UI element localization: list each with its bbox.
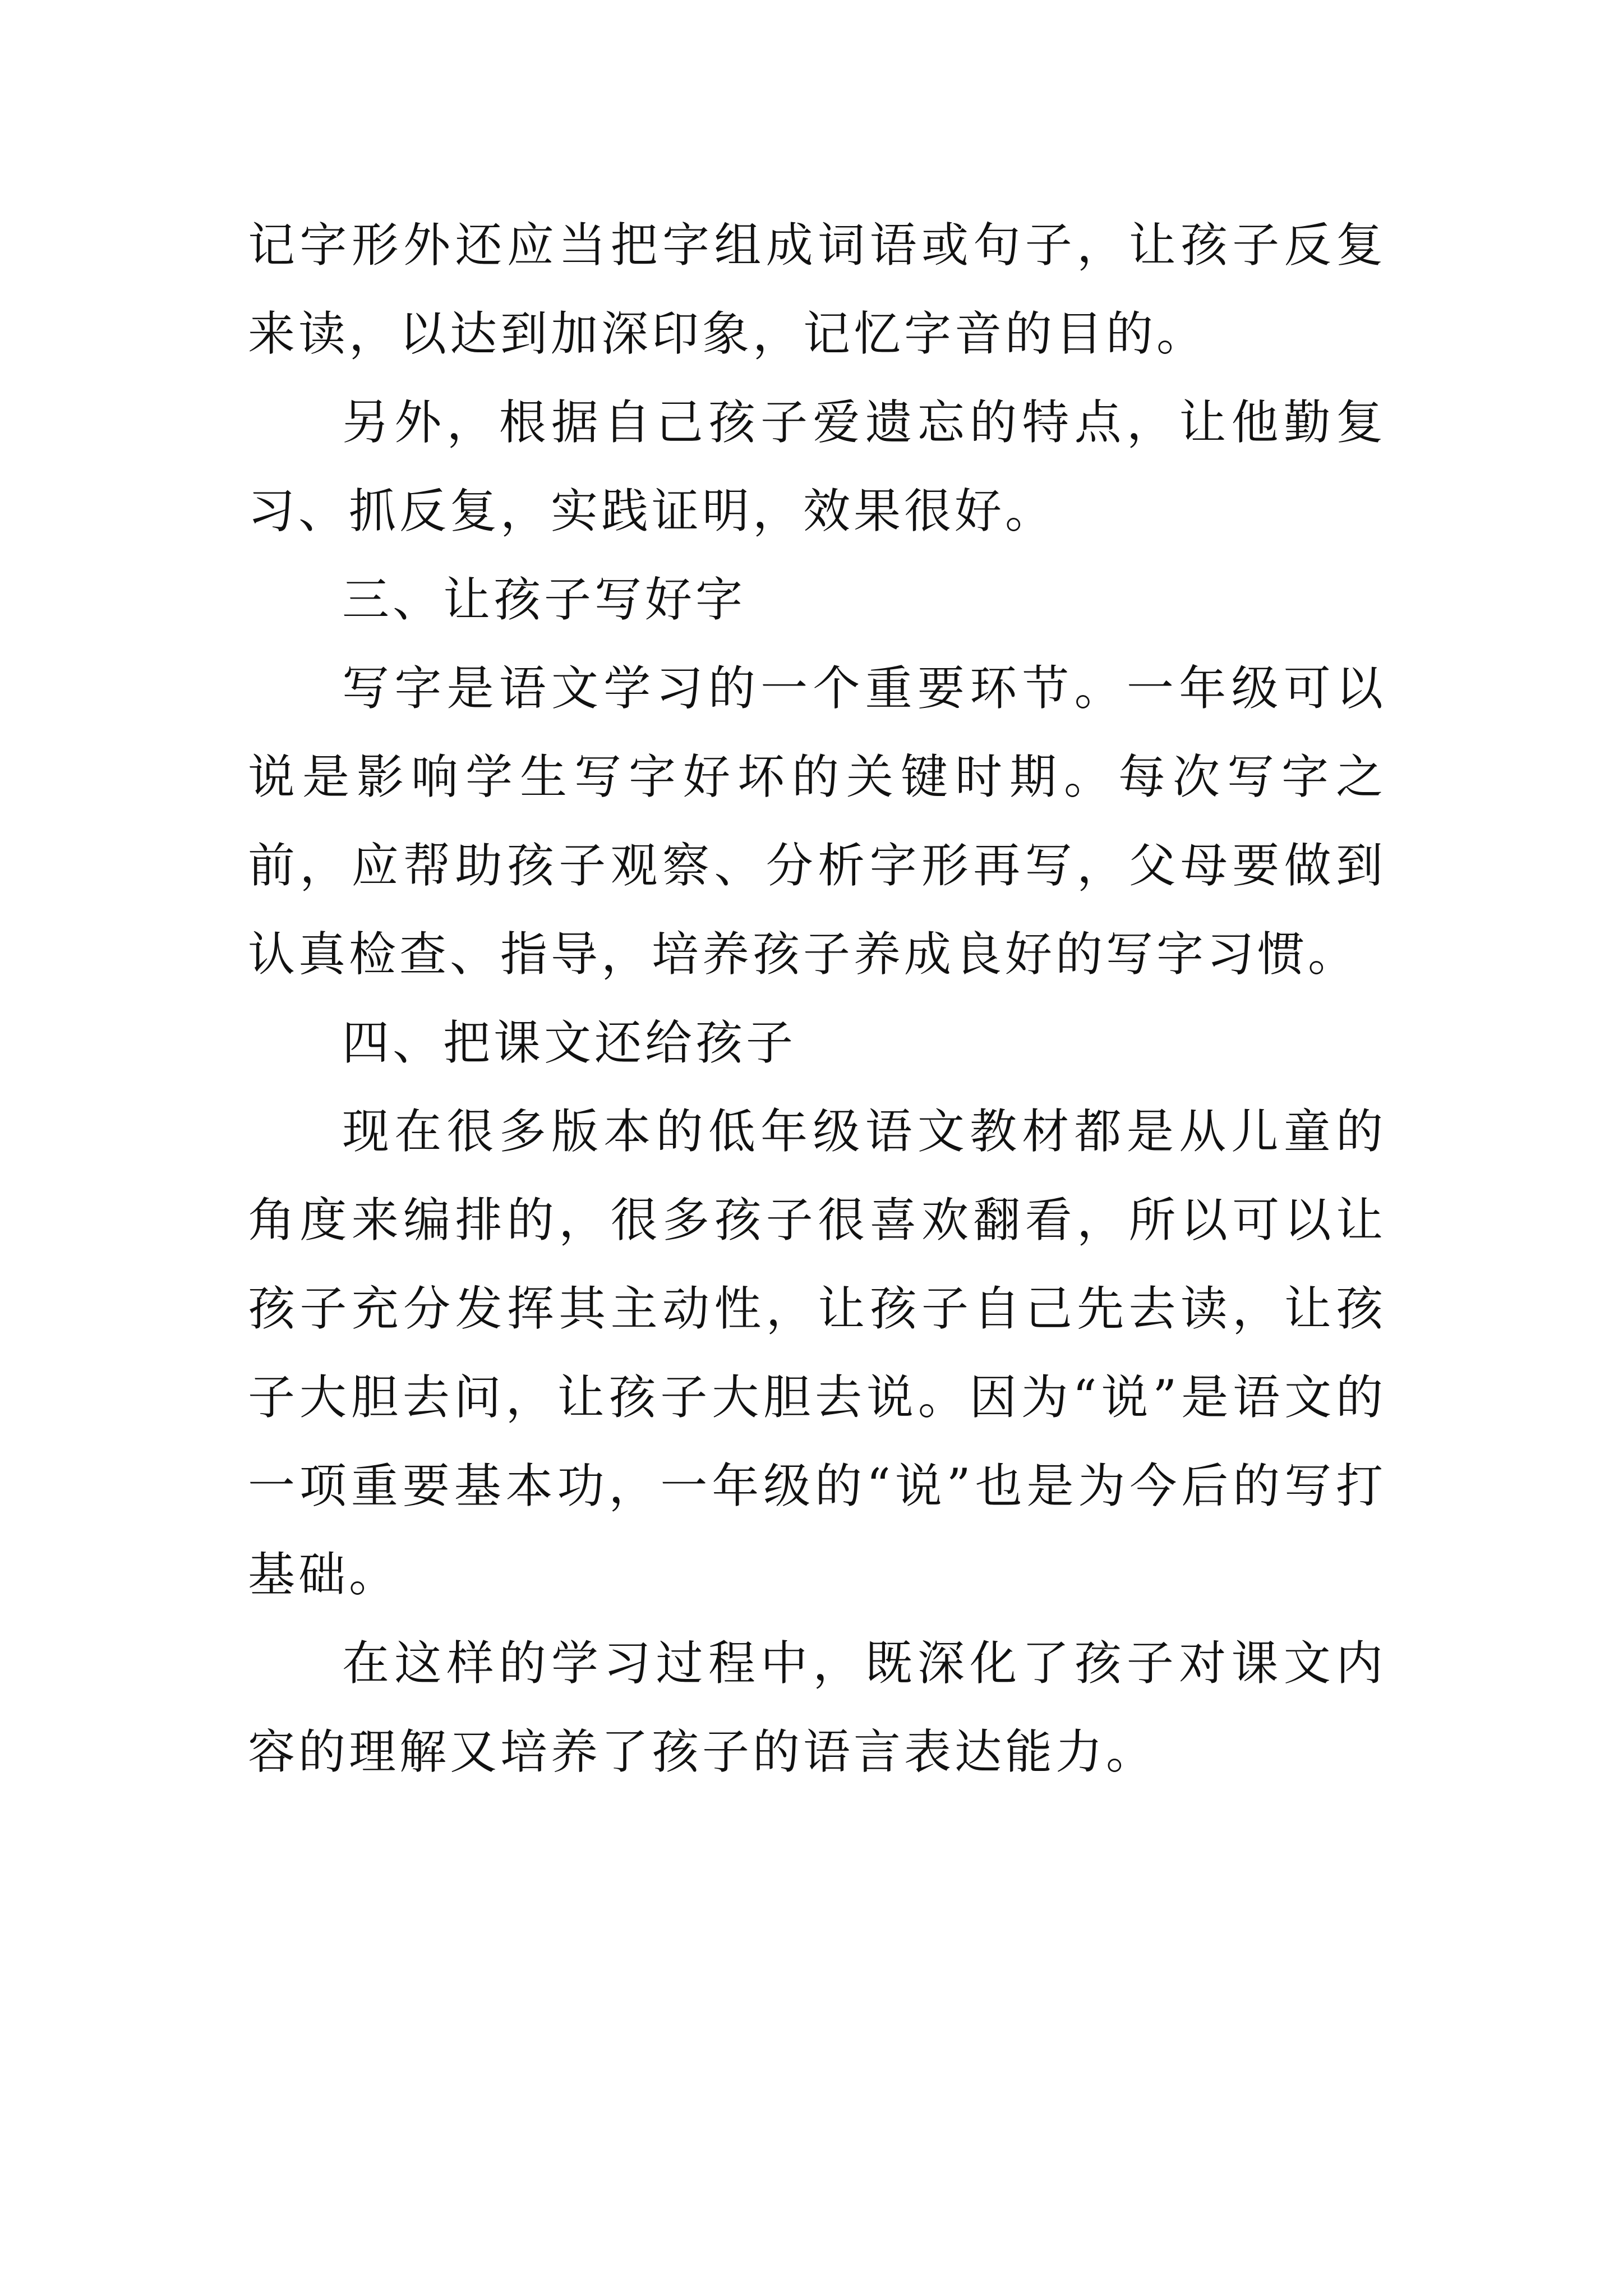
paragraph-conclusion: 在这样的学习过程中，既深化了孩子对课文内容的理解又培养了孩子的语言表达能力。: [248, 1636, 1386, 1779]
paragraph-textbook: 现在很多版本的低年级语文教材都是从儿童的角度来编排的，很多孩子很喜欢翻看，所以可以让孩子充分发挥其主动性，让孩子自己先去读，让孩子大胆去问，让孩子大胆去说。因为“说”是语文的一项重要基本功，一年级的“说”也是为今后的写打基础。: [248, 1104, 1386, 1602]
body-text: [248, 201, 1386, 1796]
section-heading-4: 四、把课文还给孩子: [342, 1015, 797, 1070]
paragraph-review: 另外，根据自己孩子爱遗忘的特点，让他勤复习、抓反复，实践证明，效果很好。: [248, 395, 1386, 539]
paragraph-continuation: 记字形外还应当把字组成词语或句子，让孩子反复来读，以达到加深印象，记忆字音的目的。: [248, 218, 1386, 361]
paragraph-writing: 写字是语文学习的一个重要环节。一年级可以说是影响学生写字好坏的关键时期。每次写字之前，应帮助孩子观察、分析字形再写，父母要做到认真检查、指导，培养孩子养成良好的写字习惯。: [248, 661, 1386, 982]
section-heading-3: 三、让孩子写好字: [342, 572, 746, 627]
